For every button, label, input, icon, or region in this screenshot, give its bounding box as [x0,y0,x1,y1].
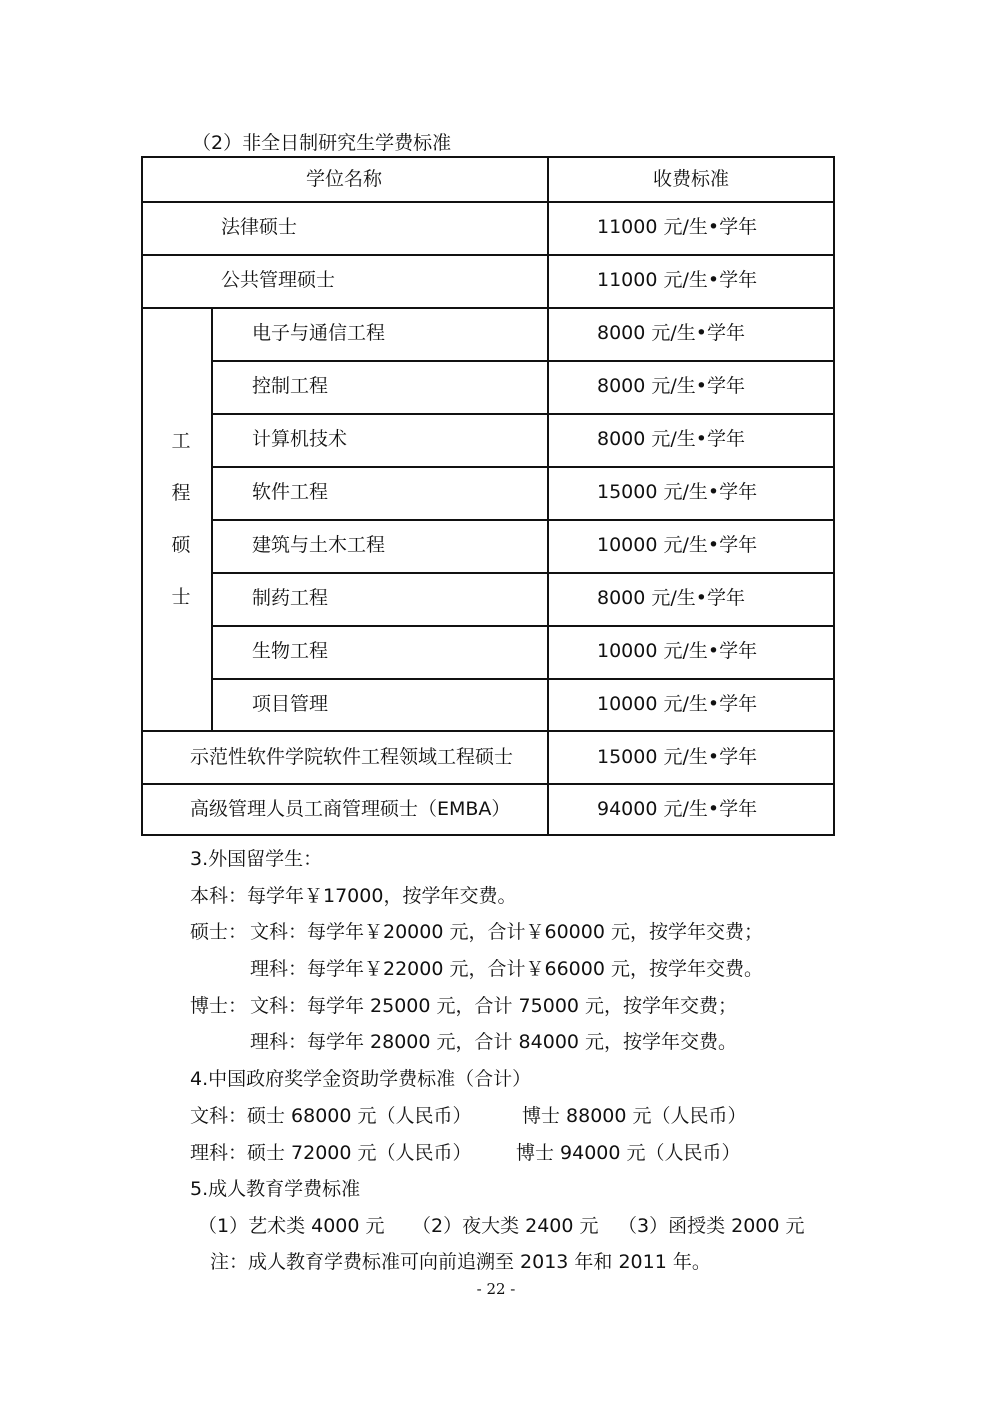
table-rule [211,360,835,362]
fee-value: 8000 元/生•学年 [597,587,746,609]
table-column-divider [547,156,549,836]
table-rule [141,201,835,203]
page-number: - 22 - [476,1280,516,1298]
table-rule [141,783,835,785]
group-label-char: 工 [171,430,191,452]
table-rule [141,254,835,256]
group-label-char: 程 [171,482,191,504]
degree-name: 项目管理 [252,693,329,715]
table-border-top [141,156,835,158]
scholarship-arts-phd: 博士 88000 元（人民币） [522,1105,747,1127]
scholarship-heading: 4.中国政府奖学金资助学费标准（合计） [190,1068,532,1090]
fee-table [141,156,835,836]
table-rule [211,625,835,627]
scholarship-sci-phd: 博士 94000 元（人民币） [516,1142,741,1164]
table-rule [211,466,835,468]
degree-name: 控制工程 [252,375,329,397]
fee-value: 10000 元/生•学年 [597,693,758,715]
adult-note: 注：成人教育学费标准可向前追溯至 2013 年和 2011 年。 [210,1251,711,1273]
foreign-phd-label: 博士： [190,995,248,1017]
table-rule [211,413,835,415]
table-rule [211,519,835,521]
degree-name: 示范性软件学院软件工程领域工程硕士 [190,746,514,768]
fee-value: 15000 元/生•学年 [597,481,758,503]
degree-name: 法律硕士 [221,216,298,238]
degree-name: 计算机技术 [252,428,348,450]
group-label-char: 硕 [171,534,191,556]
foreign-master-arts: 文科：每学年￥20000 元，合计￥60000 元，按学年交费； [250,921,763,943]
degree-name: 软件工程 [252,481,329,503]
fee-value: 8000 元/生•学年 [597,375,746,397]
foreign-phd-arts: 文科：每学年 25000 元，合计 75000 元，按学年交费； [250,995,738,1017]
fee-value: 10000 元/生•学年 [597,534,758,556]
fee-value: 15000 元/生•学年 [597,746,758,768]
fee-value: 8000 元/生•学年 [597,322,746,344]
fee-value: 10000 元/生•学年 [597,640,758,662]
table-border-left [141,156,143,836]
adult-item-art: （1）艺术类 4000 元 [198,1215,385,1237]
foreign-master-label: 硕士： [190,921,248,943]
section-heading: （2）非全日制研究生学费标准 [192,132,452,154]
fee-value: 94000 元/生•学年 [597,798,758,820]
fee-value: 11000 元/生•学年 [597,269,758,291]
table-rule [211,572,835,574]
table-rule [141,307,835,309]
scholarship-sci-master: 理科：硕士 72000 元（人民币） [190,1142,472,1164]
foreign-phd-sci: 理科：每学年 28000 元，合计 84000 元，按学年交费。 [250,1031,738,1053]
table-border-bottom [141,834,835,836]
scholarship-arts-master: 文科：硕士 68000 元（人民币） [190,1105,472,1127]
foreign-undergrad: 本科：每学年￥17000，按学年交费。 [190,885,517,907]
degree-name: 高级管理人员工商管理硕士（EMBA） [190,798,511,820]
degree-name: 建筑与土木工程 [252,534,386,556]
header-degree: 学位名称 [305,168,382,190]
foreign-heading: 3.外国留学生： [190,848,323,870]
table-group-divider [211,307,213,731]
foreign-master-sci: 理科：每学年￥22000 元，合计￥66000 元，按学年交费。 [250,958,763,980]
degree-name: 电子与通信工程 [252,322,386,344]
degree-name: 生物工程 [252,640,329,662]
adult-heading: 5.成人教育学费标准 [190,1178,361,1200]
degree-name: 公共管理硕士 [221,269,336,291]
table-rule [211,678,835,680]
degree-name: 制药工程 [252,587,329,609]
header-fee: 收费标准 [652,168,729,190]
table-rule [141,730,835,732]
group-label-char: 士 [171,586,191,608]
adult-item-night: （2）夜大类 2400 元 [412,1215,599,1237]
table-border-right [833,156,835,836]
fee-value: 11000 元/生•学年 [597,216,758,238]
fee-value: 8000 元/生•学年 [597,428,746,450]
adult-item-correspondence: （3）函授类 2000 元 [618,1215,805,1237]
